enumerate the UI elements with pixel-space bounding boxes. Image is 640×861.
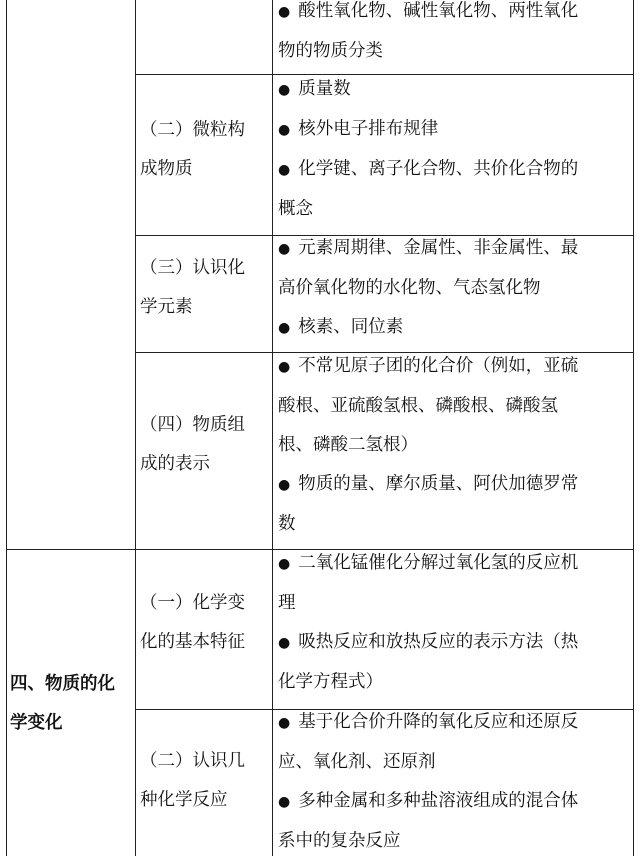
topic-items xyxy=(278,0,634,71)
subsection-title-line: （一）化学变 xyxy=(140,593,245,613)
topic-items xyxy=(278,229,634,348)
subsection-title xyxy=(140,742,268,820)
topic-item-cont: 根、磷酸二氢根） xyxy=(278,435,418,455)
subsection-title-line: （四）物质组 xyxy=(140,415,245,435)
topic-items xyxy=(278,544,634,702)
topic-items xyxy=(278,703,634,861)
subsection-title-line: 成的表示 xyxy=(140,454,210,474)
topic-item: ● 不常见原子团的化合价（例如，亚硫 xyxy=(278,347,634,387)
topic-item: ● 吸热反应和放热反应的表示方法（热 xyxy=(278,623,634,663)
subsection-title-line: 学元素 xyxy=(140,297,193,317)
subsection-title xyxy=(140,111,268,189)
topic-item: ● 质量数 xyxy=(278,70,634,110)
topic-item-cont: 物的物质分类 xyxy=(278,41,383,61)
topic-item-cont: 概念 xyxy=(278,199,313,219)
topic-item: ● 化学键、离子化合物、共价化合物的 xyxy=(278,150,634,190)
table-border-col1 xyxy=(135,0,136,856)
topic-item: ● 核素、同位素 xyxy=(278,308,634,348)
subsection-title-line: （三）认识化 xyxy=(140,258,245,278)
topic-item-cont: 应、氧化剂、还原剂 xyxy=(278,752,436,772)
section-title-line: 学变化 xyxy=(10,713,63,733)
topic-item-cont: 高价氧化物的水化物、气态氢化物 xyxy=(278,278,541,298)
topic-item: ● 基于化合价升降的氧化反应和还原反 xyxy=(278,703,634,743)
topic-item-cont: 数 xyxy=(278,514,296,534)
topic-item-cont: 酸根、亚硫酸氢根、磷酸根、磷酸氢 xyxy=(278,396,558,416)
topic-item-cont: 化学方程式） xyxy=(278,672,383,692)
subsection-title xyxy=(140,249,268,327)
subsection-title-line: 化的基本特征 xyxy=(140,632,245,652)
topic-items xyxy=(278,70,634,229)
subsection-title-line: 成物质 xyxy=(140,159,193,179)
topic-item: ● 酸性氧化物、碱性氧化物、两性氧化 xyxy=(278,0,634,32)
topic-item-cont: 理 xyxy=(278,593,296,613)
subsection-title xyxy=(140,406,268,484)
topic-items xyxy=(278,347,634,544)
section-title-line: 四、物质的化 xyxy=(10,674,115,694)
subsection-title-line: （二）微粒构 xyxy=(140,120,245,140)
topic-item-cont: 系中的复杂反应 xyxy=(278,831,401,851)
topic-item: ● 二氧化锰催化分解过氧化氢的反应机 xyxy=(278,544,634,584)
table-border-left xyxy=(6,0,7,856)
subsection-title-line: 种化学反应 xyxy=(140,790,228,810)
topic-item: ● 物质的量、摩尔质量、阿伏加德罗常 xyxy=(278,465,634,505)
topic-item: ● 核外电子排布规律 xyxy=(278,110,634,150)
table-border-col2 xyxy=(272,0,273,856)
topic-item: ● 多种金属和多种盐溶液组成的混合体 xyxy=(278,782,634,822)
topic-item: ● 元素周期律、金属性、非金属性、最 xyxy=(278,229,634,269)
subsection-title-line: （二）认识几 xyxy=(140,751,245,771)
section-title xyxy=(10,665,134,743)
subsection-title xyxy=(140,584,268,662)
